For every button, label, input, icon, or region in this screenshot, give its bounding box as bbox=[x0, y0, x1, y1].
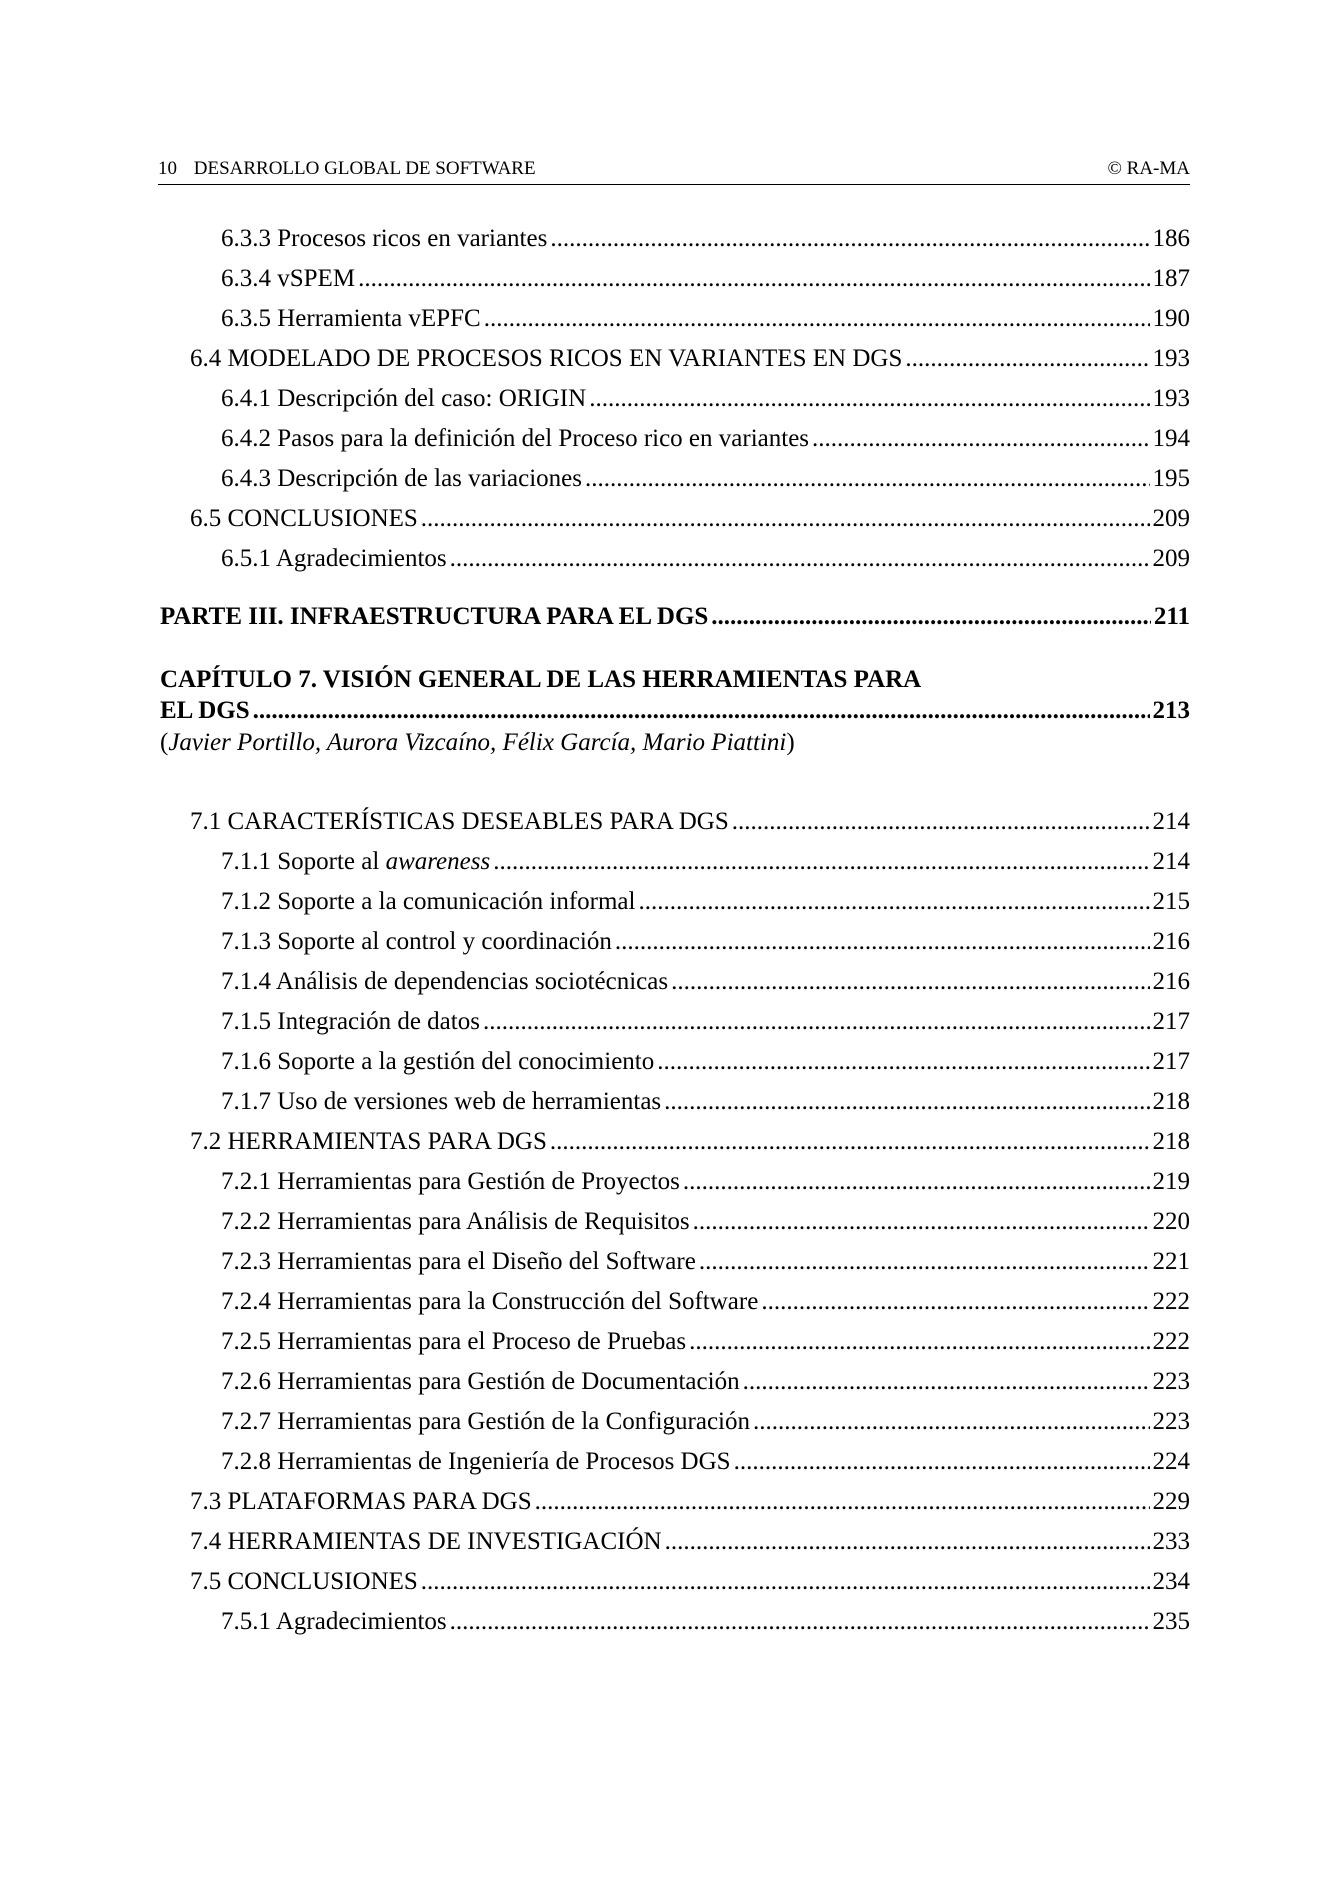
toc-leader-dots bbox=[450, 1606, 1150, 1638]
toc-entry[interactable] bbox=[0, 1486, 1190, 1518]
toc-entry[interactable] bbox=[0, 1006, 1190, 1038]
toc-entry-page: 233 bbox=[1152, 1528, 1190, 1555]
toc-entry-title: 7.1.5 Integración de datos bbox=[221, 1008, 480, 1035]
header-publisher: © RA-MA bbox=[1107, 158, 1190, 179]
toc-entry-title: 6.3.4 vSPEM bbox=[221, 265, 356, 292]
toc-entry-page: 193 bbox=[1152, 345, 1190, 372]
toc-entry-page: 222 bbox=[1152, 1288, 1190, 1315]
toc-entry-page: 214 bbox=[1152, 808, 1190, 835]
toc-leader-dots bbox=[421, 1566, 1150, 1598]
toc-leader-dots bbox=[753, 1406, 1150, 1438]
toc-entry-page: 222 bbox=[1152, 1328, 1190, 1355]
toc-leader-dots bbox=[711, 601, 1151, 633]
toc-entry-page: 217 bbox=[1152, 1048, 1190, 1075]
chapter-authors bbox=[160, 727, 795, 759]
toc-entry-title: 7.2.7 Herramientas para Gestión de la Configuración bbox=[221, 1408, 750, 1435]
toc-part-page: 211 bbox=[1153, 603, 1190, 630]
toc-entry-title: 7.1.6 Soporte a la gestión del conocimiento bbox=[221, 1048, 655, 1075]
toc-entry-title: 6.3.5 Herramienta vEPFC bbox=[221, 305, 481, 332]
toc-leader-dots bbox=[683, 1166, 1150, 1198]
toc-leader-dots bbox=[671, 966, 1149, 998]
toc-entry[interactable] bbox=[0, 846, 1190, 878]
toc-entry-title: 7.1.4 Análisis de dependencias sociotécnicas bbox=[221, 968, 669, 995]
header-left bbox=[158, 158, 536, 180]
toc-entry-title: 6.4.3 Descripción de las variaciones bbox=[221, 465, 582, 492]
toc-entry[interactable] bbox=[0, 263, 1190, 295]
toc-entry[interactable] bbox=[0, 1166, 1190, 1198]
toc-entry[interactable] bbox=[0, 966, 1190, 998]
toc-entry-page: 194 bbox=[1152, 425, 1190, 452]
toc-chapter-title-line1[interactable]: CAPÍTULO 7. VISIÓN GENERAL DE LAS HERRAMIENTAS PARA bbox=[160, 666, 922, 693]
toc-entry-title: 7.2.5 Herramientas para el Proceso de Pruebas bbox=[221, 1328, 687, 1355]
toc-leader-dots bbox=[253, 695, 1150, 727]
toc-leader-dots bbox=[550, 1126, 1150, 1158]
toc-part-title: PARTE III. INFRAESTRUCTURA PARA EL DGS bbox=[160, 603, 709, 630]
toc-leader-dots bbox=[761, 1286, 1149, 1318]
running-header bbox=[158, 158, 1190, 185]
toc-leader-dots bbox=[693, 1206, 1150, 1238]
toc-leader-dots bbox=[450, 543, 1150, 575]
toc-entry-title: 7.2.6 Herramientas para Gestión de Documentación bbox=[221, 1368, 740, 1395]
toc-entry-title: 6.3.3 Procesos ricos en variantes bbox=[221, 225, 548, 252]
toc-entry-title: 7.3 PLATAFORMAS PARA DGS bbox=[190, 1488, 532, 1515]
toc-entry[interactable] bbox=[0, 1566, 1190, 1598]
toc-leader-dots bbox=[615, 926, 1150, 958]
toc-entry-page: 220 bbox=[1152, 1208, 1190, 1235]
toc-entry-title-emphasis: awareness bbox=[385, 848, 491, 875]
toc-leader-dots bbox=[812, 423, 1149, 455]
toc-chapter-page: 213 bbox=[1152, 697, 1190, 724]
toc-entry-title: 7.2 HERRAMIENTAS PARA DGS bbox=[190, 1128, 547, 1155]
toc-entry-title: 7.2.8 Herramientas de Ingeniería de Procesos DGS bbox=[221, 1448, 731, 1475]
toc-entry[interactable] bbox=[0, 1366, 1190, 1398]
authors-open-paren: ( bbox=[160, 729, 169, 756]
toc-entry-page: 217 bbox=[1152, 1008, 1190, 1035]
toc-leader-dots bbox=[493, 846, 1149, 878]
toc-entry[interactable] bbox=[0, 806, 1190, 838]
toc-entry[interactable] bbox=[0, 1526, 1190, 1558]
header-book-title: DESARROLLO GLOBAL DE SOFTWARE bbox=[193, 158, 536, 179]
toc-leader-dots bbox=[550, 223, 1149, 255]
toc-entry-page: 209 bbox=[1152, 545, 1190, 572]
toc-entry-page: 224 bbox=[1152, 1448, 1190, 1475]
toc-entry-title: 7.2.1 Herramientas para Gestión de Proyectos bbox=[221, 1168, 680, 1195]
toc-entry[interactable] bbox=[0, 1206, 1190, 1238]
toc-leader-dots bbox=[421, 503, 1150, 535]
toc-leader-dots bbox=[664, 1086, 1149, 1118]
toc-entry[interactable] bbox=[0, 1086, 1190, 1118]
toc-entry-title: 7.1.7 Uso de versiones web de herramientas bbox=[221, 1088, 662, 1115]
toc-entry[interactable] bbox=[0, 503, 1190, 535]
toc-entry-page: 216 bbox=[1152, 928, 1190, 955]
toc-leader-dots bbox=[743, 1366, 1150, 1398]
toc-leader-dots bbox=[535, 1486, 1150, 1518]
toc-entry-title: 6.5.1 Agradecimientos bbox=[221, 545, 447, 572]
toc-entry-title: 7.2.4 Herramientas para la Construcción del Software bbox=[221, 1288, 759, 1315]
toc-entry-page: 195 bbox=[1152, 465, 1190, 492]
authors-names: Javier Portillo, Aurora Vizcaíno, Félix García, Mario Piattini bbox=[168, 729, 787, 756]
authors-close-paren: ) bbox=[786, 729, 795, 756]
toc-entry[interactable] bbox=[0, 383, 1190, 415]
toc-entry-page: 215 bbox=[1152, 888, 1190, 915]
toc-leader-dots bbox=[665, 1526, 1150, 1558]
toc-entry[interactable] bbox=[0, 1326, 1190, 1358]
toc-entry-title: 7.4 HERRAMIENTAS DE INVESTIGACIÓN bbox=[190, 1528, 662, 1555]
toc-entry-page: 218 bbox=[1152, 1128, 1190, 1155]
toc-leader-dots bbox=[657, 1046, 1149, 1078]
toc-entry-title: 7.2.3 Herramientas para el Diseño del Software bbox=[221, 1248, 696, 1275]
toc-entry[interactable] bbox=[0, 303, 1190, 335]
toc-entry[interactable] bbox=[0, 926, 1190, 958]
toc-entry-page: 223 bbox=[1152, 1408, 1190, 1435]
toc-leader-dots bbox=[589, 383, 1149, 415]
toc-entry[interactable] bbox=[0, 1126, 1190, 1158]
toc-entry[interactable] bbox=[0, 1286, 1190, 1318]
toc-chapter-title-line2: EL DGS bbox=[160, 697, 250, 724]
toc-chapter-entry[interactable] bbox=[0, 695, 1190, 727]
toc-entry[interactable] bbox=[0, 343, 1190, 375]
toc-leader-dots bbox=[358, 263, 1149, 295]
toc-leader-dots bbox=[734, 1446, 1150, 1478]
toc-entry-page: 193 bbox=[1152, 385, 1190, 412]
toc-entry-title: 6.4.1 Descripción del caso: ORIGIN bbox=[221, 385, 587, 412]
toc-leader-dots bbox=[699, 1246, 1150, 1278]
toc-entry-page: 219 bbox=[1152, 1168, 1190, 1195]
toc-leader-dots bbox=[689, 1326, 1149, 1358]
toc-entry-page: 187 bbox=[1152, 265, 1190, 292]
toc-entry[interactable] bbox=[0, 1406, 1190, 1438]
toc-entry[interactable] bbox=[0, 1046, 1190, 1078]
toc-entry-page: 221 bbox=[1152, 1248, 1190, 1275]
toc-leader-dots bbox=[585, 463, 1150, 495]
toc-entry-title: 7.5.1 Agradecimientos bbox=[221, 1608, 447, 1635]
toc-entry-title: 6.5 CONCLUSIONES bbox=[190, 505, 418, 532]
toc-part-entry[interactable] bbox=[0, 601, 1190, 633]
toc-entry[interactable] bbox=[0, 463, 1190, 495]
toc-leader-dots bbox=[638, 886, 1149, 918]
toc-entry-title: 7.1.3 Soporte al control y coordinación bbox=[221, 928, 612, 955]
toc-entry-page: 229 bbox=[1152, 1488, 1190, 1515]
toc-leader-dots bbox=[732, 806, 1150, 838]
toc-entry-title-prefix: 7.1.1 Soporte al bbox=[221, 848, 386, 875]
toc-entry-page: 190 bbox=[1152, 305, 1190, 332]
toc-entry-page: 209 bbox=[1152, 505, 1190, 532]
toc-leader-dots bbox=[484, 303, 1150, 335]
toc-entry-page: 234 bbox=[1152, 1568, 1190, 1595]
toc-entry-page: 235 bbox=[1152, 1608, 1190, 1635]
toc-entry-title: 7.2.2 Herramientas para Análisis de Requisitos bbox=[221, 1208, 690, 1235]
toc-entry[interactable] bbox=[0, 1446, 1190, 1478]
toc-leader-dots bbox=[483, 1006, 1150, 1038]
toc-leader-dots bbox=[905, 343, 1149, 375]
toc-entry-page: 214 bbox=[1152, 848, 1190, 875]
toc-entry-title bbox=[221, 846, 490, 878]
toc-entry-title: 6.4 MODELADO DE PROCESOS RICOS EN VARIANTES EN DGS bbox=[190, 345, 903, 372]
toc-entry-page: 223 bbox=[1152, 1368, 1190, 1395]
toc-entry[interactable] bbox=[0, 423, 1190, 455]
toc-entry-title: 7.5 CONCLUSIONES bbox=[190, 1568, 418, 1595]
toc-entry-title: 6.4.2 Pasos para la definición del Proceso rico en variantes bbox=[221, 425, 810, 452]
toc-entry-title: 7.1 CARACTERÍSTICAS DESEABLES PARA DGS bbox=[190, 808, 729, 835]
toc-entry-page: 218 bbox=[1152, 1088, 1190, 1115]
toc-entry[interactable] bbox=[0, 543, 1190, 575]
toc-entry-title: 7.1.2 Soporte a la comunicación informal bbox=[221, 888, 636, 915]
toc-entry[interactable] bbox=[0, 223, 1190, 255]
toc-entry-page: 216 bbox=[1152, 968, 1190, 995]
toc-entry[interactable] bbox=[0, 1246, 1190, 1278]
toc-entry-page: 186 bbox=[1152, 225, 1190, 252]
toc-entry[interactable] bbox=[0, 1606, 1190, 1638]
toc-entry[interactable] bbox=[0, 886, 1190, 918]
header-page-number: 10 bbox=[158, 158, 177, 179]
